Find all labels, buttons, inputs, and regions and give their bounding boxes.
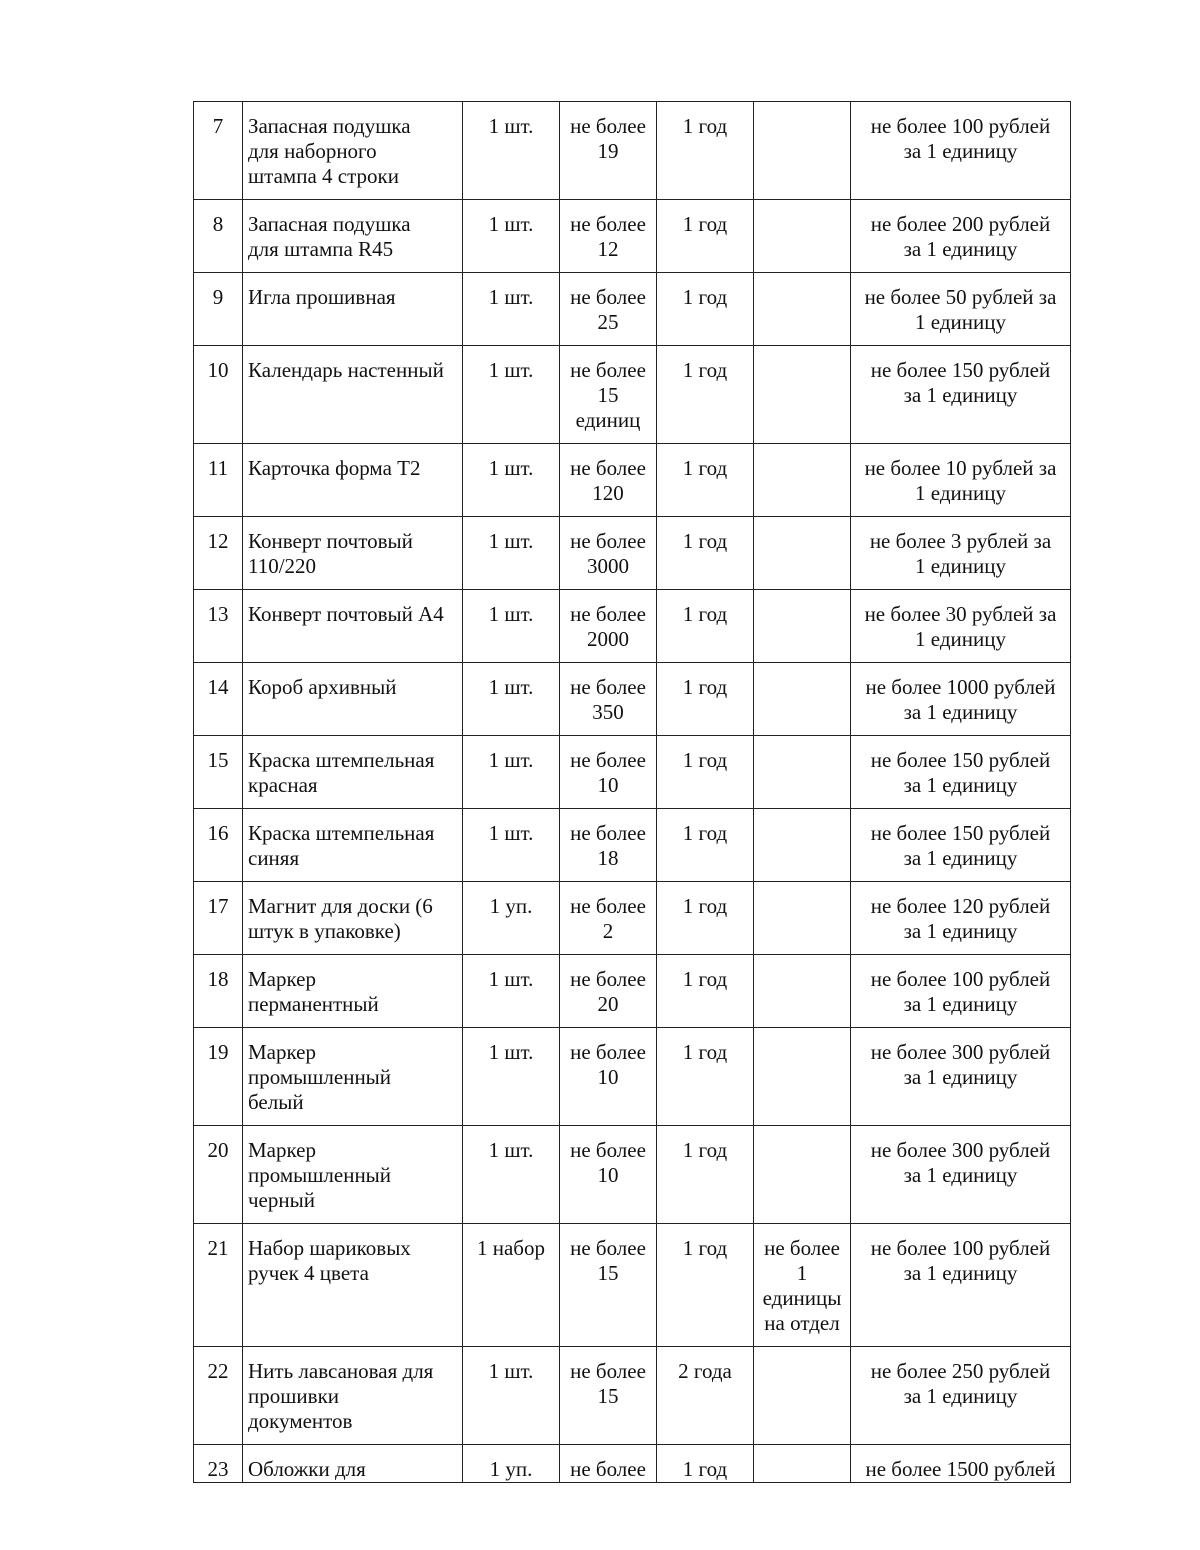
item-name-cell — [243, 1126, 463, 1224]
item-unit-cell — [463, 736, 560, 809]
row-number: 10 — [207, 358, 229, 382]
item-name-cell — [243, 663, 463, 736]
table-row — [194, 273, 1071, 346]
item-name-cell — [243, 102, 463, 200]
item-price: не более 250 рублей за 1 единицу — [870, 1359, 1051, 1408]
table-row — [194, 736, 1071, 809]
table-row — [194, 1347, 1071, 1445]
item-unit-cell — [463, 102, 560, 200]
row-number-cell — [194, 882, 243, 955]
item-name-cell — [243, 444, 463, 517]
item-price: не более 30 рублей за 1 единицу — [864, 602, 1057, 651]
item-price-cell — [851, 273, 1071, 346]
item-quantity-cell — [560, 517, 657, 590]
item-quantity-cell — [560, 1347, 657, 1445]
item-unit-cell — [463, 663, 560, 736]
item-name: Маркер перманентный — [248, 967, 379, 1016]
item-unit: 1 шт. — [488, 114, 534, 138]
row-number-cell — [194, 1126, 243, 1224]
row-number: 20 — [207, 1138, 229, 1162]
row-number: 11 — [207, 456, 229, 480]
item-name: Магнит для доски (6 штук в упаковке) — [248, 894, 433, 943]
table-row — [194, 517, 1071, 590]
row-number: 21 — [207, 1236, 229, 1260]
item-term-cell — [657, 1126, 754, 1224]
item-unit-cell — [463, 1445, 560, 1483]
item-price-cell — [851, 955, 1071, 1028]
item-price-cell — [851, 1224, 1071, 1347]
item-unit: 1 набор — [477, 1236, 545, 1260]
row-number: 19 — [207, 1040, 229, 1064]
item-name: Набор шариковых ручек 4 цвета — [248, 1236, 411, 1285]
item-term-cell — [657, 663, 754, 736]
item-price: не более 300 рублей за 1 единицу — [870, 1138, 1051, 1187]
item-extra-limit-cell — [754, 1126, 851, 1224]
item-term: 1 год — [682, 529, 728, 553]
item-extra-limit-cell — [754, 444, 851, 517]
item-quantity: не более 10 — [570, 1138, 646, 1187]
item-unit: 1 шт. — [488, 212, 534, 236]
row-number-cell — [194, 736, 243, 809]
item-name-cell — [243, 882, 463, 955]
item-quantity: не более 18 — [570, 821, 646, 870]
item-name: Обложки для — [248, 1457, 366, 1481]
item-price: не более 100 рублей за 1 единицу — [870, 1236, 1051, 1285]
item-name: Запасная подушка для наборного штампа 4 строки — [248, 114, 411, 188]
item-quantity-cell — [560, 346, 657, 444]
row-number-cell — [194, 1224, 243, 1347]
item-quantity-cell — [560, 1445, 657, 1483]
item-extra-limit-cell — [754, 346, 851, 444]
item-unit-cell — [463, 1126, 560, 1224]
item-term-cell — [657, 1347, 754, 1445]
item-extra-limit-cell — [754, 200, 851, 273]
table-row — [194, 590, 1071, 663]
item-term: 1 год — [682, 1457, 728, 1481]
item-extra-limit-cell — [754, 102, 851, 200]
item-term-cell — [657, 102, 754, 200]
table-row — [194, 444, 1071, 517]
item-term: 1 год — [682, 285, 728, 309]
item-extra-limit-cell — [754, 1445, 851, 1483]
item-term-cell — [657, 809, 754, 882]
row-number-cell — [194, 273, 243, 346]
item-unit: 1 шт. — [488, 748, 534, 772]
supplies-norms-table — [193, 101, 1071, 1483]
row-number: 18 — [207, 967, 229, 991]
table-row — [194, 1445, 1071, 1483]
item-price: не более 100 рублей за 1 единицу — [870, 114, 1051, 163]
item-unit: 1 шт. — [488, 967, 534, 991]
row-number: 9 — [212, 285, 224, 309]
item-unit: 1 шт. — [488, 529, 534, 553]
item-price: не более 3 рублей за 1 единицу — [869, 529, 1052, 578]
item-quantity-cell — [560, 955, 657, 1028]
item-name-cell — [243, 736, 463, 809]
item-unit-cell — [463, 444, 560, 517]
item-extra-limit-cell — [754, 809, 851, 882]
item-quantity: не более 10 — [570, 1040, 646, 1089]
item-price: не более 120 рублей за 1 единицу — [870, 894, 1051, 943]
item-price: не более 150 рублей за 1 единицу — [870, 358, 1051, 407]
item-price: не более 150 рублей за 1 единицу — [870, 748, 1051, 797]
item-quantity: не более — [570, 1457, 646, 1481]
item-price: не более 200 рублей за 1 единицу — [870, 212, 1051, 261]
item-term-cell — [657, 1445, 754, 1483]
item-unit-cell — [463, 590, 560, 663]
row-number-cell — [194, 1347, 243, 1445]
item-price-cell — [851, 736, 1071, 809]
item-unit-cell — [463, 200, 560, 273]
item-name-cell — [243, 590, 463, 663]
table-row — [194, 1126, 1071, 1224]
row-number: 17 — [207, 894, 229, 918]
row-number-cell — [194, 102, 243, 200]
item-quantity: не более 350 — [570, 675, 646, 724]
item-unit-cell — [463, 1224, 560, 1347]
item-term-cell — [657, 273, 754, 346]
item-extra-limit-cell — [754, 882, 851, 955]
item-price-cell — [851, 200, 1071, 273]
item-unit: 1 уп. — [489, 1457, 533, 1481]
item-quantity: не более 2000 — [570, 602, 646, 651]
item-extra-limit-cell — [754, 663, 851, 736]
item-quantity: не более 3000 — [570, 529, 646, 578]
item-name-cell — [243, 200, 463, 273]
item-price-cell — [851, 517, 1071, 590]
item-unit-cell — [463, 517, 560, 590]
item-extra-limit-cell — [754, 1224, 851, 1347]
item-term-cell — [657, 517, 754, 590]
item-extra-limit-cell — [754, 955, 851, 1028]
row-number: 8 — [212, 212, 224, 236]
item-extra-limit-cell — [754, 736, 851, 809]
item-quantity: не более 15 — [570, 1236, 646, 1285]
item-name: Нить лавсановая для прошивки документов — [248, 1359, 434, 1433]
item-name-cell — [243, 809, 463, 882]
item-price-cell — [851, 809, 1071, 882]
item-price-cell — [851, 1126, 1071, 1224]
item-price-cell — [851, 663, 1071, 736]
item-name-cell — [243, 1224, 463, 1347]
row-number-cell — [194, 590, 243, 663]
row-number-cell — [194, 955, 243, 1028]
item-price-cell — [851, 444, 1071, 517]
item-term: 1 год — [682, 1138, 728, 1162]
table-row — [194, 1028, 1071, 1126]
item-quantity-cell — [560, 1028, 657, 1126]
item-name-cell — [243, 955, 463, 1028]
table-row — [194, 200, 1071, 273]
item-unit: 1 шт. — [488, 1040, 534, 1064]
item-name-cell — [243, 1028, 463, 1126]
item-extra-limit-cell — [754, 1347, 851, 1445]
item-name: Игла прошивная — [248, 285, 396, 309]
item-quantity: не более 15 единиц — [570, 358, 646, 432]
row-number-cell — [194, 1445, 243, 1483]
item-unit: 1 шт. — [488, 358, 534, 382]
item-price: не более 10 рублей за 1 единицу — [864, 456, 1057, 505]
item-name-cell — [243, 1347, 463, 1445]
item-price: не более 150 рублей за 1 единицу — [870, 821, 1051, 870]
item-term: 1 год — [682, 894, 728, 918]
item-price: не более 1500 рублей — [865, 1457, 1056, 1481]
item-unit: 1 шт. — [488, 285, 534, 309]
item-quantity: не более 25 — [570, 285, 646, 334]
item-extra-limit-cell — [754, 517, 851, 590]
row-number: 23 — [207, 1457, 229, 1481]
row-number: 13 — [207, 602, 229, 626]
item-quantity-cell — [560, 882, 657, 955]
item-extra-limit-cell — [754, 590, 851, 663]
item-price: не более 1000 рублей за 1 единицу — [865, 675, 1056, 724]
item-name: Маркер промышленный черный — [248, 1138, 392, 1212]
row-number-cell — [194, 200, 243, 273]
item-term: 1 год — [682, 967, 728, 991]
item-term-cell — [657, 1224, 754, 1347]
item-quantity: не более 12 — [570, 212, 646, 261]
row-number: 14 — [207, 675, 229, 699]
table-row — [194, 955, 1071, 1028]
item-name-cell — [243, 1445, 463, 1483]
item-unit: 1 уп. — [489, 894, 533, 918]
item-name-cell — [243, 517, 463, 590]
item-quantity-cell — [560, 200, 657, 273]
row-number-cell — [194, 444, 243, 517]
item-term: 1 год — [682, 114, 728, 138]
item-quantity-cell — [560, 663, 657, 736]
row-number-cell — [194, 346, 243, 444]
item-term: 2 года — [678, 1359, 732, 1383]
item-unit: 1 шт. — [488, 1359, 534, 1383]
item-quantity-cell — [560, 590, 657, 663]
table-row — [194, 346, 1071, 444]
item-quantity: не более 15 — [570, 1359, 646, 1408]
item-name: Карточка форма Т2 — [248, 456, 421, 480]
item-name: Запасная подушка для штампа R45 — [248, 212, 411, 261]
item-term: 1 год — [682, 212, 728, 236]
item-unit: 1 шт. — [488, 675, 534, 699]
item-quantity-cell — [560, 1224, 657, 1347]
item-term-cell — [657, 200, 754, 273]
item-quantity-cell — [560, 809, 657, 882]
item-term-cell — [657, 1028, 754, 1126]
item-price: не более 50 рублей за 1 единицу — [864, 285, 1057, 334]
item-name-cell — [243, 273, 463, 346]
item-extra-limit-cell — [754, 1028, 851, 1126]
item-term-cell — [657, 346, 754, 444]
item-extra-limit: не более 1 единицы на отдел — [762, 1236, 842, 1335]
item-term-cell — [657, 882, 754, 955]
item-name-cell — [243, 346, 463, 444]
item-unit: 1 шт. — [488, 602, 534, 626]
item-name: Календарь настенный — [248, 358, 444, 382]
row-number-cell — [194, 1028, 243, 1126]
item-unit-cell — [463, 273, 560, 346]
item-price-cell — [851, 882, 1071, 955]
item-price-cell — [851, 346, 1071, 444]
row-number: 22 — [207, 1359, 229, 1383]
item-name: Маркер промышленный белый — [248, 1040, 392, 1114]
item-unit-cell — [463, 882, 560, 955]
item-term: 1 год — [682, 1236, 728, 1260]
item-unit: 1 шт. — [488, 1138, 534, 1162]
item-quantity: не более 2 — [570, 894, 646, 943]
item-price-cell — [851, 1028, 1071, 1126]
table-row — [194, 809, 1071, 882]
item-quantity-cell — [560, 736, 657, 809]
item-extra-limit-cell — [754, 273, 851, 346]
item-unit: 1 шт. — [488, 821, 534, 845]
item-quantity: не более 20 — [570, 967, 646, 1016]
item-unit-cell — [463, 346, 560, 444]
item-term: 1 год — [682, 821, 728, 845]
item-price: не более 300 рублей за 1 единицу — [870, 1040, 1051, 1089]
item-price: не более 100 рублей за 1 единицу — [870, 967, 1051, 1016]
item-unit: 1 шт. — [488, 456, 534, 480]
item-name: Конверт почтовый А4 — [248, 602, 444, 626]
item-quantity-cell — [560, 444, 657, 517]
item-unit-cell — [463, 1347, 560, 1445]
item-name: Конверт почтовый 110/220 — [248, 529, 413, 578]
item-term: 1 год — [682, 1040, 728, 1064]
table-body — [194, 102, 1071, 1483]
item-quantity: не более 120 — [570, 456, 646, 505]
item-term-cell — [657, 955, 754, 1028]
item-name: Краска штемпельная красная — [248, 748, 435, 797]
item-unit-cell — [463, 955, 560, 1028]
item-quantity-cell — [560, 273, 657, 346]
row-number-cell — [194, 663, 243, 736]
table-row — [194, 1224, 1071, 1347]
item-unit-cell — [463, 1028, 560, 1126]
item-name: Короб архивный — [248, 675, 397, 699]
row-number: 12 — [207, 529, 229, 553]
row-number: 15 — [207, 748, 229, 772]
item-term-cell — [657, 444, 754, 517]
item-quantity: не более 19 — [570, 114, 646, 163]
table-row — [194, 882, 1071, 955]
row-number-cell — [194, 809, 243, 882]
item-quantity-cell — [560, 1126, 657, 1224]
item-term: 1 год — [682, 456, 728, 480]
item-term: 1 год — [682, 602, 728, 626]
item-quantity: не более 10 — [570, 748, 646, 797]
row-number: 7 — [212, 114, 224, 138]
item-name: Краска штемпельная синяя — [248, 821, 435, 870]
item-price-cell — [851, 1445, 1071, 1483]
table-row — [194, 663, 1071, 736]
item-price-cell — [851, 590, 1071, 663]
item-quantity-cell — [560, 102, 657, 200]
row-number-cell — [194, 517, 243, 590]
item-price-cell — [851, 102, 1071, 200]
row-number: 16 — [207, 821, 229, 845]
item-price-cell — [851, 1347, 1071, 1445]
item-term: 1 год — [682, 675, 728, 699]
item-term-cell — [657, 590, 754, 663]
item-term: 1 год — [682, 748, 728, 772]
item-term-cell — [657, 736, 754, 809]
item-unit-cell — [463, 809, 560, 882]
table-row — [194, 102, 1071, 200]
item-term: 1 год — [682, 358, 728, 382]
